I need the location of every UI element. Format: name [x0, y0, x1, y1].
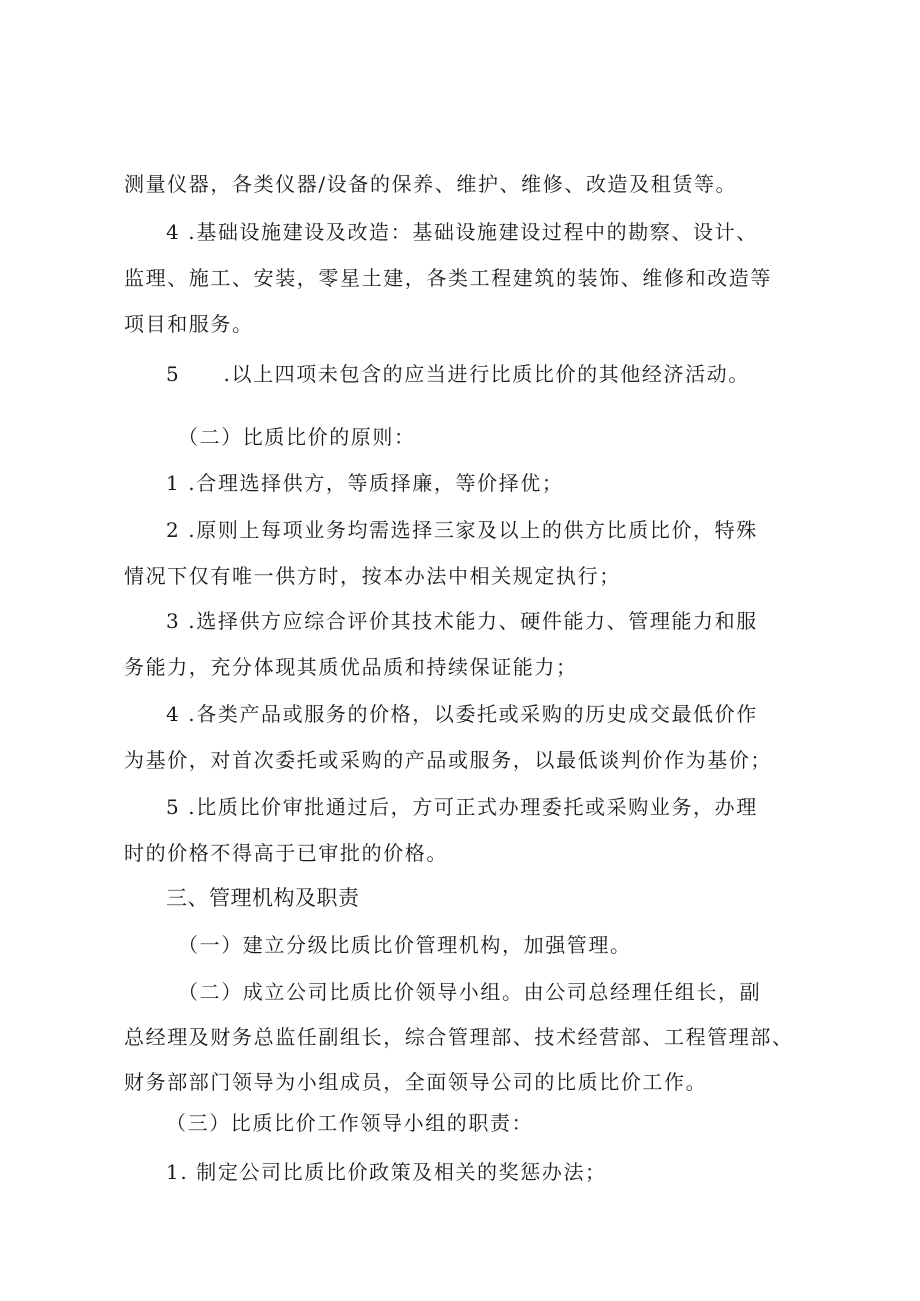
section-heading-management: 三、管理机构及职责 — [166, 886, 360, 910]
text-line-principle-2: 2 .原则上每项业务均需选择三家及以上的供方比质比价，特殊 — [166, 518, 758, 542]
text-line-principle-5: 5 .比质比价审批通过后，方可正式办理委托或采购业务，办理 — [166, 795, 758, 819]
text-line-infrastructure-cont-2: 项目和服务。 — [124, 312, 254, 336]
text-line-principle-3-cont: 务能力，充分体现其质优品质和持续保证能力； — [124, 655, 578, 679]
text-line-infrastructure-cont-1: 监理、施工、安装，零星土建，各类工程建筑的装饰、维修和改造等 — [124, 266, 772, 290]
text-line-principle-1: 1 .合理选择供方，等质择廉，等价择优； — [166, 471, 564, 495]
text-line-management-2-cont-2: 财务部部门领导为小组成员，全面领导公司的比质比价工作。 — [124, 1070, 708, 1094]
text-line-principle-2-cont: 情况下仅有唯一供方时，按本办法中相关规定执行； — [124, 564, 621, 588]
text-line-principle-5-cont: 时的价格不得高于已审批的价格。 — [124, 841, 448, 865]
text-line-management-3: （三）比质比价工作领导小组的职责： — [166, 1111, 534, 1135]
text-line-management-2-cont-1: 总经理及财务总监任副组长，综合管理部、技术经营部、工程管理部、 — [124, 1025, 794, 1049]
text-line-item-4-infrastructure: 4 .基础设施建设及改造：基础设施建设过程中的勘察、设计、 — [166, 220, 758, 244]
text-line-equipment-maintenance: 测量仪器，各类仪器/设备的保养、维护、维修、改造及租赁等。 — [124, 172, 738, 196]
text-line-item-5-other: 5 .以上四项未包含的应当进行比质比价的其他经济活动。 — [166, 362, 750, 386]
section-principles-title: （二）比质比价的原则： — [178, 425, 416, 449]
text-line-management-2: （二）成立公司比质比价领导小组。由公司总经理任组长，副 — [178, 980, 762, 1004]
text-line-duty-1: 1. 制定公司比质比价政策及相关的奖惩办法； — [166, 1160, 607, 1184]
text-line-principle-4-cont: 为基价，对首次委托或采购的产品或服务，以最低谈判价作为基价； — [124, 748, 772, 772]
text-line-principle-4: 4 .各类产品或服务的价格，以委托或采购的历史成交最低价作 — [166, 702, 758, 726]
text-line-principle-3: 3 .选择供方应综合评价其技术能力、硬件能力、管理能力和服 — [166, 609, 758, 633]
text-line-management-1: （一）建立分级比质比价管理机构，加强管理。 — [178, 933, 632, 957]
